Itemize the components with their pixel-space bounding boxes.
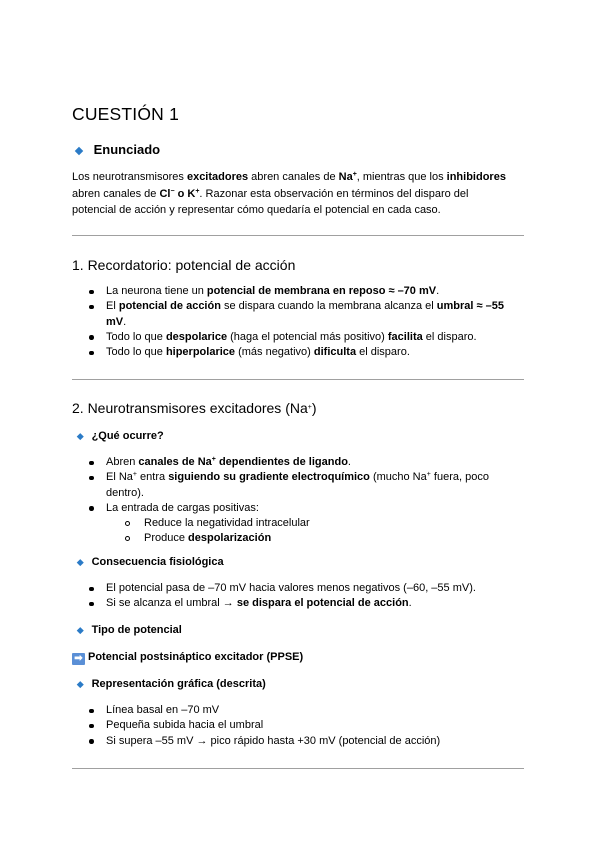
list-item: El potencial pasa de –70 mV hacia valores menos negativos (–60, –55 mV). [72, 581, 524, 596]
page-title: CUESTIÓN 1 [72, 104, 180, 124]
enunciado-heading [76, 142, 160, 157]
representacion-list [72, 703, 524, 749]
que-ocurre-heading [78, 430, 164, 442]
tipo-label: Tipo de potencial [91, 624, 182, 636]
diamond-bullet-icon [77, 433, 83, 439]
consecuencia-list [72, 581, 524, 612]
representacion-label: Representación gráfica (descrita) [91, 678, 266, 690]
tipo-result-text: Potencial postsináptico excitador (PPSE) [88, 651, 304, 663]
list-item: Pequeña subida hacia el umbral [72, 718, 524, 733]
list-item: La neurona tiene un potencial de membrana en reposo ≈ –70 mV. [72, 284, 524, 299]
tipo-heading [78, 624, 182, 636]
section2-heading: 2. Neurotransmisores excitadores (Na+) [72, 400, 317, 416]
section-divider [72, 379, 524, 380]
representacion-heading [78, 678, 266, 690]
list-item: Todo lo que despolarice (haga el potencial más positivo) facilita el disparo. [72, 330, 524, 345]
section1-bullet-list [72, 284, 524, 360]
diamond-bullet-icon [77, 681, 83, 687]
enunciado-heading-label: Enunciado [93, 142, 161, 157]
consecuencia-label: Consecuencia fisiológica [91, 556, 224, 568]
list-item: El potencial de acción se dispara cuando la membrana alcanza el umbral ≈ –55 mV. [72, 299, 524, 330]
consecuencia-heading [78, 556, 224, 568]
tipo-result [72, 651, 303, 665]
section1-heading: 1. Recordatorio: potencial de acción [72, 257, 296, 273]
section-divider [72, 235, 524, 236]
list-item: Todo lo que hiperpolarice (más negativo) dificulta el disparo. [72, 345, 524, 360]
sub-list-item: Reduce la negatividad intracelular [72, 516, 524, 531]
right-arrow-icon: ➡ [72, 653, 85, 665]
diamond-bullet-icon [75, 146, 83, 154]
list-item: Línea basal en –70 mV [72, 703, 524, 718]
diamond-bullet-icon [77, 559, 83, 565]
que-ocurre-list [72, 455, 524, 547]
section-divider [72, 768, 524, 769]
list-item: Si se alcanza el umbral → se dispara el potencial de acción. [72, 596, 524, 611]
list-item: El Na+ entra siguiendo su gradiente electroquímico (mucho Na+ fuera, poco dentro). [72, 470, 524, 501]
enunciado-text: Los neurotransmisores excitadores abren canales de Na+, mientras que los inhibidores abren canales de Cl− o K+. Razonar esta observación en términos del disparo del potencial de acción y representar cómo quedaría el potencial en cada caso. [72, 171, 506, 216]
list-item: Abren canales de Na+ dependientes de ligando. [72, 455, 524, 470]
sub-list-item: Produce despolarización [72, 531, 524, 546]
list-item: La entrada de cargas positivas: [72, 501, 524, 516]
diamond-bullet-icon [77, 627, 83, 633]
que-ocurre-label: ¿Qué ocurre? [91, 430, 164, 442]
list-item: Si supera –55 mV → pico rápido hasta +30 mV (potencial de acción) [72, 734, 524, 749]
